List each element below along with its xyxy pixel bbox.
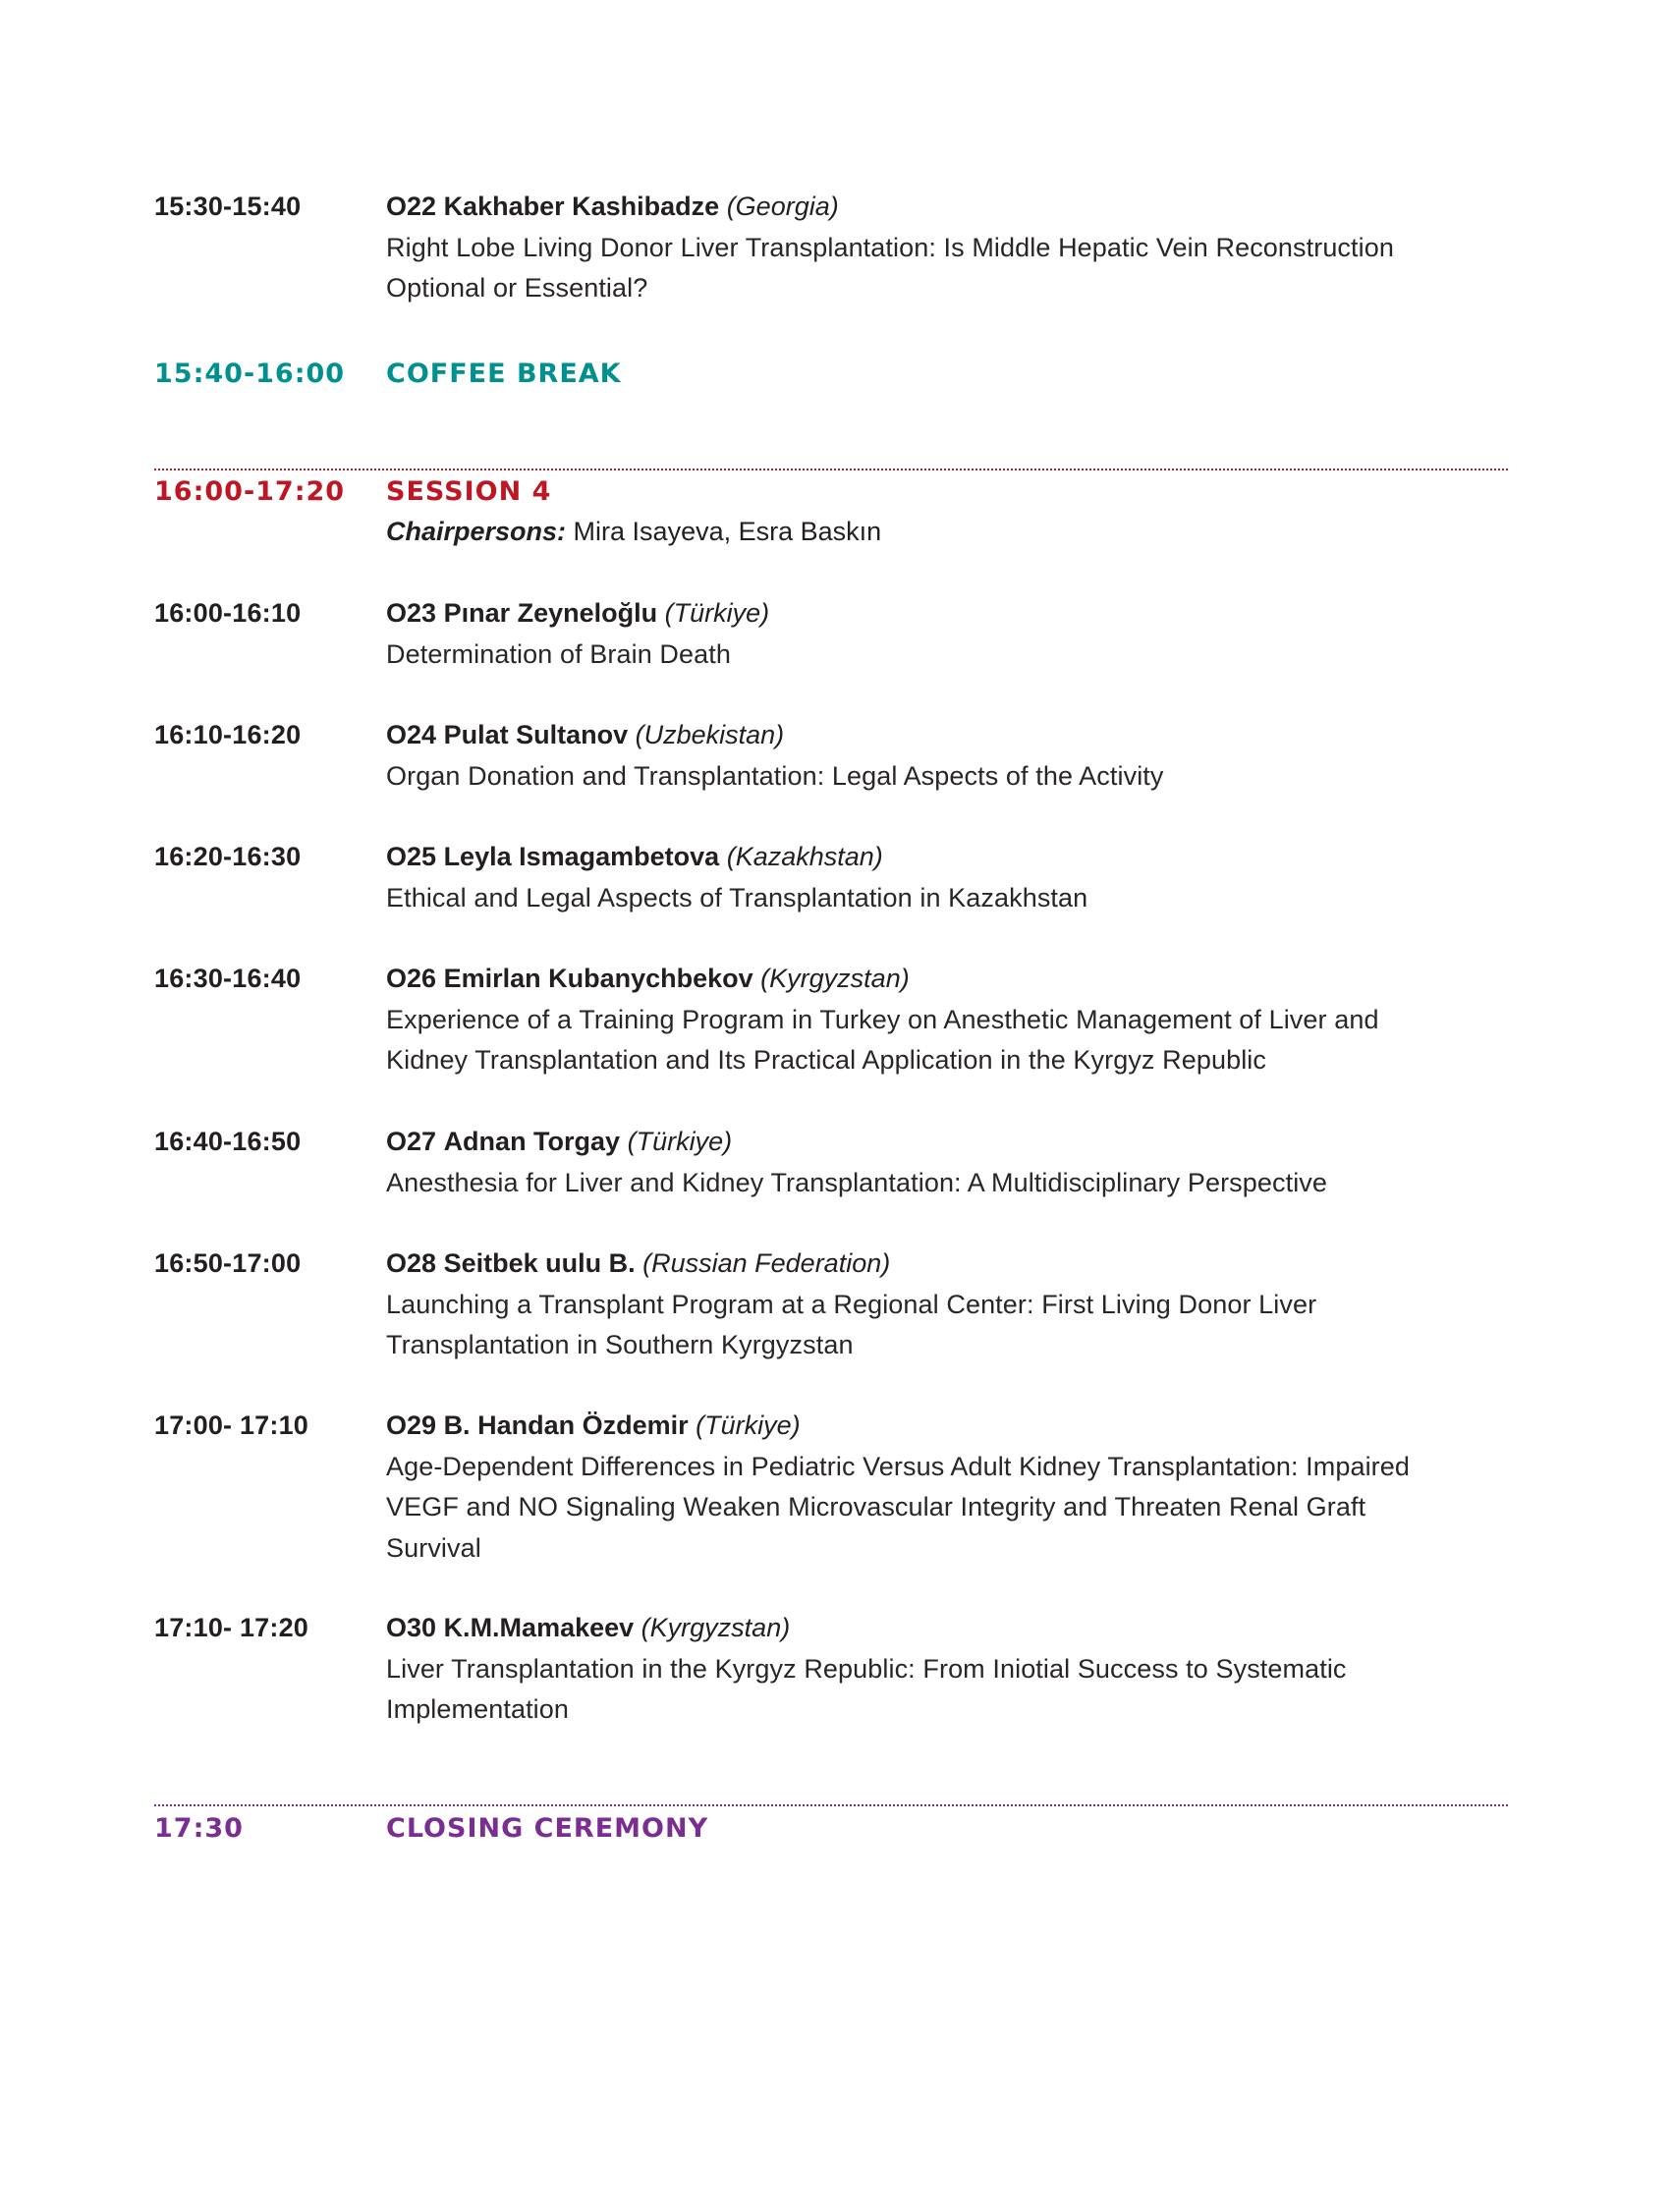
talk-code: O25 <box>386 842 437 871</box>
talk-code: O26 <box>386 964 437 993</box>
talk-header <box>386 593 1508 635</box>
talk-title-line: Organ Donation and Transplantation: Legal Aspects of the Activity <box>386 760 1164 791</box>
talk-title-line: Optional or Essential? <box>386 273 648 303</box>
talk-time: 16:40-16:50 <box>154 1127 302 1156</box>
talk-time: 17:00- 17:10 <box>154 1410 309 1440</box>
talk-title-line: Survival <box>386 1532 481 1563</box>
talk-code: O30 <box>386 1613 437 1642</box>
speaker-name: K.M.Mamakeev <box>443 1613 635 1642</box>
speaker-country: (Kyrgyzstan) <box>641 1613 791 1642</box>
talk-header <box>386 1122 1508 1163</box>
talk-header <box>386 187 1508 228</box>
talk-title-line: Age-Dependent Differences in Pediatric Versus Adult Kidney Transplantation: Impaired <box>386 1451 1411 1481</box>
talk-header <box>386 837 1508 878</box>
session-chairs <box>386 512 1508 553</box>
closing-divider <box>154 1804 1508 1806</box>
speaker-name: Leyla Ismagambetova <box>443 842 720 871</box>
talk-title-line: Transplantation in Southern Kyrgyzstan <box>386 1330 854 1359</box>
speaker-name: Seitbek uulu B. <box>443 1248 636 1278</box>
talk-time: 16:30-16:40 <box>154 964 302 993</box>
speaker-name: B. Handan Özdemir <box>443 1410 689 1440</box>
speaker-country: (Uzbekistan) <box>635 720 785 749</box>
chairpersons-names: Mira Isayeva, Esra Baskın <box>566 517 882 546</box>
talk-time: 15:30-15:40 <box>154 192 302 221</box>
talk-time: 16:00-16:10 <box>154 598 302 628</box>
talk-title-line: Ethical and Legal Aspects of Transplantation in Kazakhstan <box>386 882 1088 912</box>
closing-label: CLOSING CEREMONY <box>386 1813 709 1844</box>
talk-title-line: Implementation <box>386 1694 569 1724</box>
speaker-name: Pulat Sultanov <box>443 720 629 749</box>
talk-title-line: Anesthesia for Liver and Kidney Transplantation: A Multidisciplinary Perspective <box>386 1167 1328 1197</box>
talk-header <box>386 1244 1508 1285</box>
chairpersons-label: Chairpersons: <box>386 517 567 546</box>
coffee-break-time: 15:40-16:00 <box>154 359 346 389</box>
talk-code: O22 <box>386 192 437 221</box>
speaker-country: (Türkiye) <box>664 598 770 628</box>
talk-title-line: VEGF and NO Signaling Weaken Microvascular Integrity and Threaten Renal Graft <box>386 1492 1366 1521</box>
talk-code: O23 <box>386 598 437 628</box>
speaker-country: (Kazakhstan) <box>726 842 883 871</box>
speaker-name: Kakhaber Kashibadze <box>443 192 720 221</box>
session-divider <box>154 469 1508 470</box>
speaker-name: Pınar Zeyneloğlu <box>443 598 658 628</box>
talk-header <box>386 1406 1508 1447</box>
speaker-country: (Russian Federation) <box>642 1248 891 1278</box>
talk-title-line: Determination of Brain Death <box>386 638 731 669</box>
talk-title-line: Right Lobe Living Donor Liver Transplantation: Is Middle Hepatic Vein Reconstruction <box>386 232 1394 262</box>
speaker-name: Emirlan Kubanychbekov <box>443 964 753 993</box>
talk-title-line: Experience of a Training Program in Turkey on Anesthetic Management of Liver and <box>386 1004 1379 1034</box>
talk-time: 17:10- 17:20 <box>154 1613 309 1642</box>
talk-code: O27 <box>386 1127 437 1156</box>
talk-title-line: Liver Transplantation in the Kyrgyz Republic: From Iniotial Success to Systematic <box>386 1653 1347 1684</box>
talk-title-line: Launching a Transplant Program at a Regional Center: First Living Donor Liver <box>386 1289 1317 1319</box>
speaker-country: (Türkiye) <box>627 1127 733 1156</box>
talk-header <box>386 715 1508 756</box>
talk-header <box>386 1608 1508 1649</box>
talk-code: O29 <box>386 1410 437 1440</box>
session-title: SESSION 4 <box>386 476 552 507</box>
speaker-name: Adnan Torgay <box>443 1127 621 1156</box>
session-time: 16:00-17:20 <box>154 476 346 507</box>
talk-time: 16:20-16:30 <box>154 842 302 871</box>
talk-title-line: Kidney Transplantation and Its Practical Application in the Kyrgyz Republic <box>386 1045 1266 1075</box>
talk-code: O28 <box>386 1248 437 1278</box>
speaker-country: (Türkiye) <box>696 1410 801 1440</box>
talk-time: 16:10-16:20 <box>154 720 302 749</box>
talk-code: O24 <box>386 720 437 749</box>
coffee-break-label: COFFEE BREAK <box>386 359 622 389</box>
speaker-country: (Kyrgyzstan) <box>760 964 910 993</box>
talk-time: 16:50-17:00 <box>154 1248 302 1278</box>
closing-time: 17:30 <box>154 1813 244 1844</box>
talk-header <box>386 959 1508 1000</box>
speaker-country: (Georgia) <box>726 192 839 221</box>
